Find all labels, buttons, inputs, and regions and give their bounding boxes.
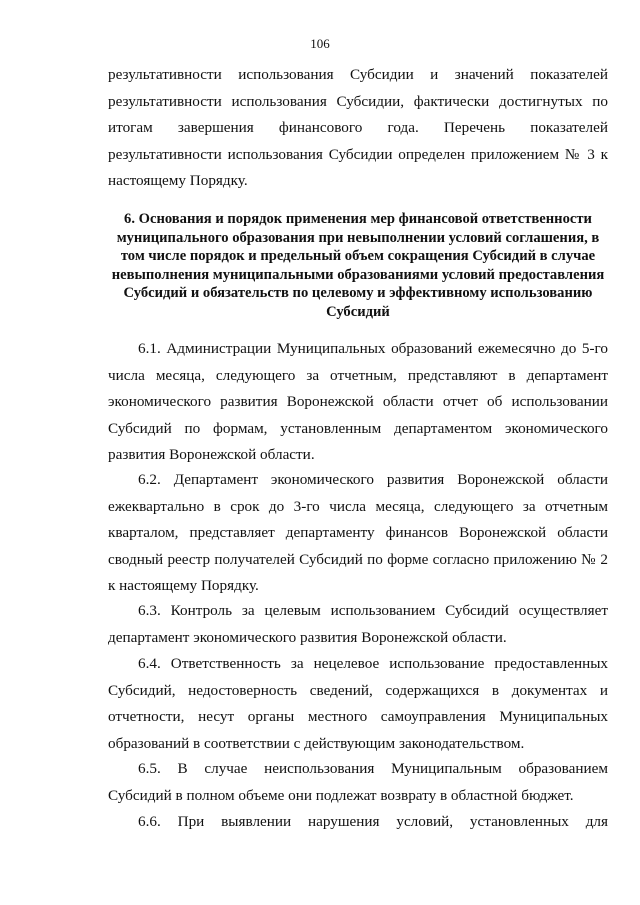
paragraph-6-2: 6.2. Департамент экономического развития Воронежской области ежеквартально в срок до 3-го числа месяца, следующего за отчетным кварталом, представляет департаменту финансов Воронежской области сводный реестр получателей Субсидий по форме согласно приложению № 2 к настоящему Порядку. [108, 471, 608, 595]
page-number: 106 [310, 36, 330, 51]
intro-paragraph: результативности использования Субсидии и значений показателей результативности использования Субсидии, фактически достигнутых по итогам завершения финансового года. Перечень показателей результативности использования Субсидии определен приложением № 3 к настоящему Порядку. [108, 66, 608, 190]
paragraph-6-1: 6.1. Администрации Муниципальных образований ежемесячно до 5-го числа месяца, следующего за отчетным, представляют в департамент экономического развития Воронежской области отчет об использовании Субсидий по формам, установленным департаментом экономического развития Воронежской области. [108, 340, 608, 464]
paragraph-6-5: 6.5. В случае неиспользования Муниципальным образованием Субсидий в полном объеме они подлежат возврату в областной бюджет. [108, 760, 608, 804]
paragraph-6-3: 6.3. Контроль за целевым использованием Субсидий осуществляет департамент экономического развития Воронежской области. [108, 602, 608, 646]
section-heading: 6. Основания и порядок применения мер финансовой ответственности муниципального образования при невыполнении условий соглашения, в том числе порядок и предельный объем сокращения Субсидий в случае невыполнения муниципальными образованиями условий предоставления Субсидий и обязательств по целевому и эффективному использованию Субсидий [111, 211, 605, 320]
paragraph-6-6: 6.6. При выявлении нарушения условий, установленных для [138, 813, 608, 830]
paragraph-6-4: 6.4. Ответственность за нецелевое использование предоставленных Субсидий, недостоверность сведений, содержащихся в документах и отчетности, несут органы местного самоуправления Муниципальных образований в соответствии с действующим законодательством. [108, 655, 608, 752]
